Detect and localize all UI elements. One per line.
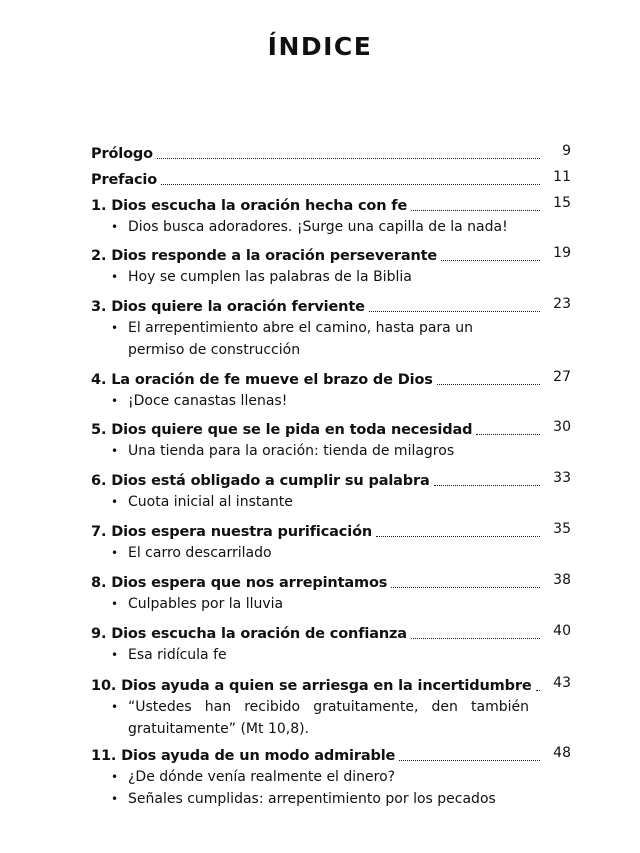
toc-subitem: • Culpables por la lluvia <box>111 593 529 615</box>
toc-entry-6[interactable] <box>91 471 571 491</box>
bullet-icon: • <box>111 444 119 458</box>
bullet-icon: • <box>111 394 119 408</box>
dot-leader <box>157 144 540 159</box>
toc-entry-label: 3. Dios quiere la oración ferviente <box>91 299 365 315</box>
dot-leader <box>476 420 540 435</box>
toc-entry-label: 9. Dios escucha la oración de confianza <box>91 626 407 642</box>
dot-leader <box>376 522 540 537</box>
toc-subitem: • Señales cumplidas: arrepentimiento por los pecados <box>111 788 529 810</box>
bullet-icon: • <box>111 270 119 284</box>
dot-leader <box>536 676 540 691</box>
toc-entry-label: 2. Dios responde a la oración perseverante <box>91 248 438 264</box>
page-number: 35 <box>553 521 571 537</box>
toc-entry-label: 6. Dios está obligado a cumplir su palabra <box>91 473 430 489</box>
toc-subitem: • “Ustedes han recibido gratuitamente, den también gratuitamente” (Mt 10,8). <box>111 696 529 740</box>
dot-leader <box>411 196 540 211</box>
page-number: 38 <box>553 572 571 588</box>
toc-entry-3[interactable] <box>91 297 571 317</box>
bullet-icon: • <box>111 321 119 335</box>
toc-entry-prefacio[interactable] <box>91 170 571 190</box>
page-number: 40 <box>553 623 571 639</box>
toc-entry-4[interactable] <box>91 370 571 390</box>
bullet-icon: • <box>111 792 119 806</box>
toc-subitem: • Cuota inicial al instante <box>111 491 529 513</box>
bullet-icon: • <box>111 220 119 234</box>
toc-subitem: • Esa ridícula fe <box>111 644 529 666</box>
page-number: 11 <box>553 169 571 185</box>
page-number: 43 <box>553 675 571 691</box>
toc-entry-2[interactable] <box>91 246 571 266</box>
page-number: 27 <box>553 369 571 385</box>
toc-entry-7[interactable] <box>91 522 571 542</box>
toc-entry-11[interactable] <box>91 746 571 766</box>
dot-leader <box>369 297 540 312</box>
toc-entry-label: 5. Dios quiere que se le pida en toda necesidad <box>91 422 473 438</box>
page-title: ÍNDICE <box>267 32 373 61</box>
bullet-icon: • <box>111 700 119 714</box>
toc-entry-label: 4. La oración de fe mueve el brazo de Dios <box>91 372 433 388</box>
dot-leader <box>391 573 540 588</box>
bullet-icon: • <box>111 495 119 509</box>
toc-subitem: • ¡Doce canastas llenas! <box>111 390 529 412</box>
toc-entry-10[interactable] <box>91 676 571 696</box>
toc-entry-label: Prefacio <box>91 172 158 188</box>
bullet-icon: • <box>111 546 119 560</box>
dot-leader <box>411 624 540 639</box>
toc-entry-label: 7. Dios espera nuestra purificación <box>91 524 373 540</box>
toc-subitem: • Dios busca adoradores. ¡Surge una capilla de la nada! <box>111 216 529 238</box>
toc-subitem: • Hoy se cumplen las palabras de la Biblia <box>111 266 529 288</box>
toc-entry-label: 10. Dios ayuda a quien se arriesga en la incertidumbre <box>91 678 532 694</box>
dot-leader <box>434 471 540 486</box>
dot-leader <box>437 370 540 385</box>
toc-entry-label: 11. Dios ayuda de un modo admirable <box>91 748 396 764</box>
toc-entry-9[interactable] <box>91 624 571 644</box>
bullet-icon: • <box>111 770 119 784</box>
page-number: 33 <box>553 470 571 486</box>
page-number: 15 <box>553 195 571 211</box>
toc-entry-8[interactable] <box>91 573 571 593</box>
page-number: 48 <box>553 745 571 761</box>
dot-leader <box>441 246 540 261</box>
toc-entry-label: 8. Dios espera que nos arrepintamos <box>91 575 388 591</box>
toc-entry-5[interactable] <box>91 420 571 440</box>
toc-subitem: • El arrepentimiento abre el camino, hasta para un permiso de construcción <box>111 317 529 361</box>
bullet-icon: • <box>111 597 119 611</box>
page-number: 30 <box>553 419 571 435</box>
page-number: 23 <box>553 296 571 312</box>
toc-entry-label: Prólogo <box>91 146 153 162</box>
toc-entry-label: 1. Dios escucha la oración hecha con fe <box>91 198 408 214</box>
page-number: 19 <box>553 245 571 261</box>
toc-subitem: • ¿De dónde venía realmente el dinero? <box>111 766 529 788</box>
toc-subitem: • Una tienda para la oración: tienda de milagros <box>111 440 529 462</box>
toc-subitem: • El carro descarrilado <box>111 542 529 564</box>
dot-leader <box>161 170 540 185</box>
bullet-icon: • <box>111 648 119 662</box>
page-number: 9 <box>562 143 571 159</box>
toc-entry-1[interactable] <box>91 196 571 216</box>
toc-entry-prologo[interactable] <box>91 144 571 164</box>
dot-leader <box>399 746 540 761</box>
